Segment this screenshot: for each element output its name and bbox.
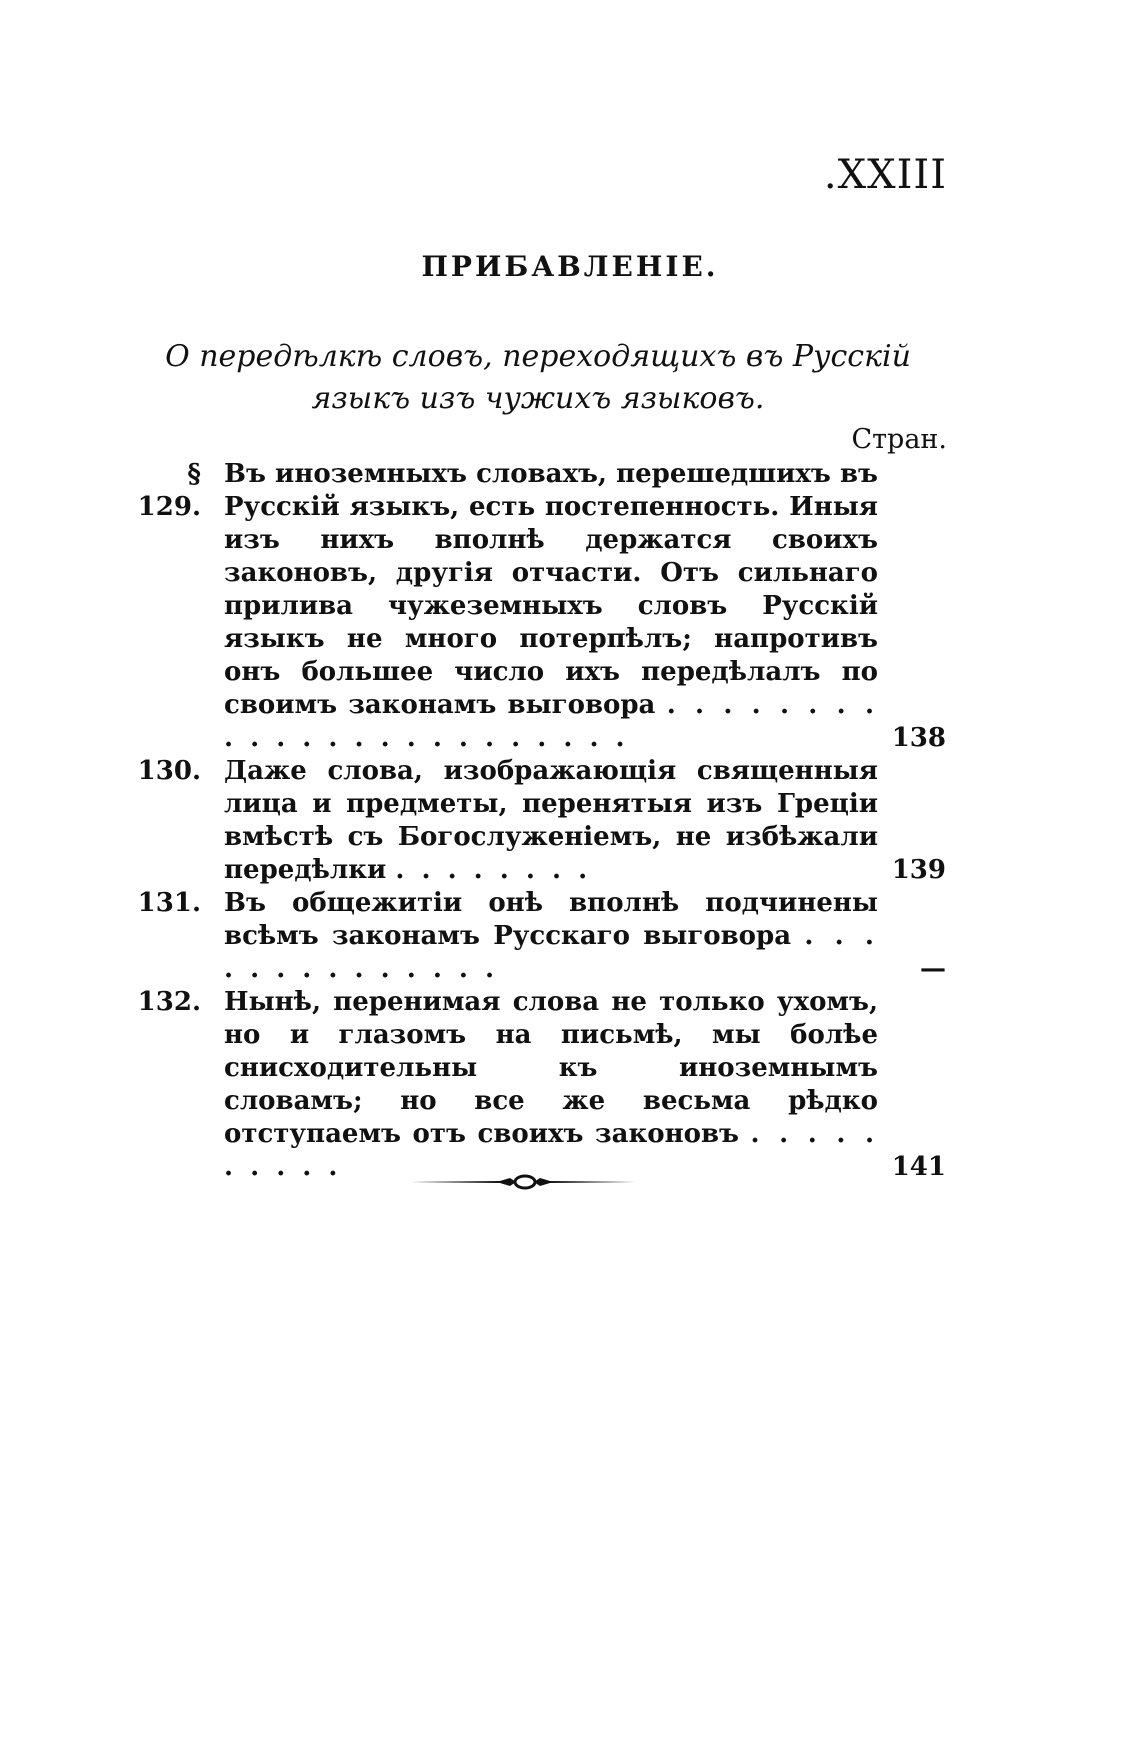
entry-text: Нынѣ, перенимая слова не только ухомъ, но и глазомъ на письмѣ, мы болѣе снисходительны къ иноземнымъ словамъ; но все же весьма рѣдко отступаемъ отъ своихъ законовъ (224, 987, 878, 1149)
entry-text: Въ иноземныхъ словахъ, перешедшихъ въ Русскій языкъ, есть постепенность. Иныя изъ нихъ вполнѣ держатся своихъ законовъ, другія отчасти. Отъ сильнаго прилива чужеземныхъ словъ Русскій языкъ не много потерпѣлъ; напротивъ онъ большее число ихъ передѣлалъ по своимъ законамъ выговора (224, 459, 878, 720)
toc-entry (118, 755, 946, 887)
entry-page: 141 (891, 1152, 946, 1182)
section-title: ПРИБАВЛЕНІЕ. (421, 250, 719, 283)
ornament-right-stroke (534, 1178, 640, 1186)
toc-entry (118, 986, 946, 1184)
entry-page: 139 (891, 855, 946, 885)
entry-number: 131. (137, 888, 201, 918)
ornament-center-oval (515, 1176, 535, 1188)
entry-text-block (224, 887, 878, 986)
dot-leader: . . . . . . . . . . . . . . . . . . . . . . . . (224, 690, 878, 753)
entry-text: Даже слова, изображающія священныя лица и предметы, перенятыя изъ Греціи вмѣстѣ съ Богослуженіемъ, не избѣжали передѣлки (224, 756, 878, 885)
ornament-left-stroke (410, 1178, 516, 1186)
dot-leader: . . . . . . . . (395, 855, 592, 885)
entry-page: — (920, 954, 946, 984)
entry-number: § 129. (137, 459, 201, 522)
page-number: .XXIII (823, 152, 947, 198)
entry-text-block (224, 986, 878, 1184)
entry-text-block (224, 458, 878, 755)
section-subtitle: О передѣлкѣ словъ, переходящихъ въ Русскій языкъ изъ чужихъ языковъ. (165, 339, 911, 416)
entry-text: Въ общежитіи онѣ вполнѣ подчинены всѣмъ законамъ Русскаго выговора (224, 888, 878, 951)
dot-leader: . . . . . . . . . . (224, 1119, 878, 1182)
entry-number: 130. (137, 756, 201, 786)
entry-page: 138 (891, 723, 946, 753)
page-column-header: Стран. (851, 424, 947, 455)
ornament-divider (410, 1170, 640, 1194)
dot-leader: . . . . . . . . . . . . . . (224, 921, 878, 984)
toc-entry (118, 887, 946, 986)
toc-entry (118, 458, 946, 755)
entry-text-block (224, 755, 878, 887)
table-of-contents (118, 458, 946, 1184)
entry-number: 132. (137, 987, 201, 1017)
